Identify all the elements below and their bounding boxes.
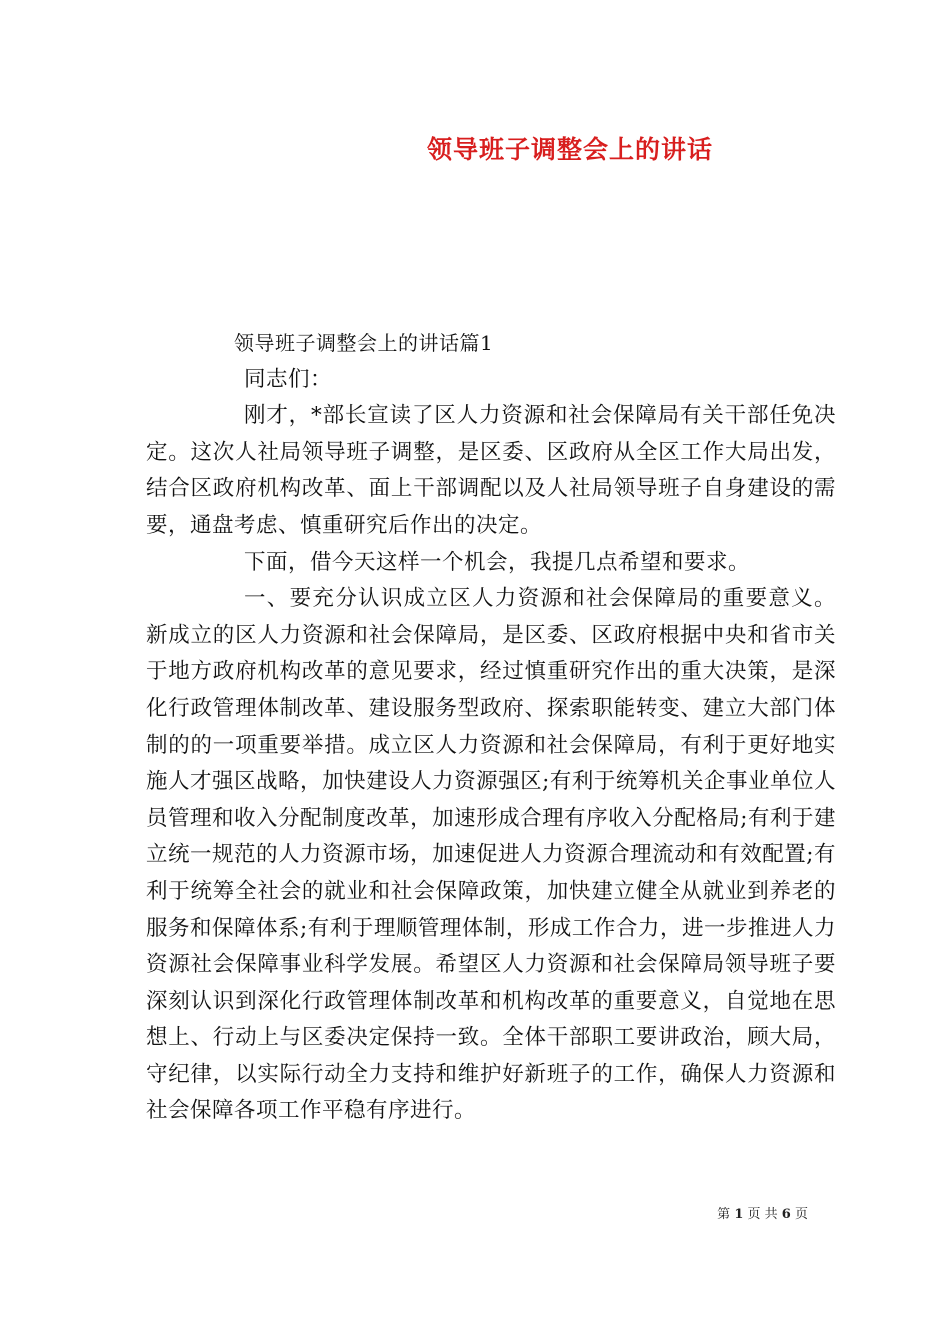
paragraph-3: 一、要充分认识成立区人力资源和社会保障局的重要意义。新成立的区人力资源和社会保障局，是区委、区政府根据中央和省市关于地方政府机构改革的意见要求，经过慎重研究作出的重大决策，是深化行政管理体制改革、建设服务型政府、探索职能转变、建立大部门体制的的一项重要举措。成立区人力资源和社会保障局，有利于更好地实施人才强区战略，加快建设人力资源强区;有利于统筹机关企事业单位人员管理和收入分配制度改革，加速形成合理有序收入分配格局;有利于建立统一规范的人力资源市场，加速促进人力资源合理流动和有效配置;有利于统筹全社会的就业和社会保障政策，加快建立健全从就业到养老的服务和保障体系;有利于理顺管理体制，形成工作合力，进一步推进人力资源社会保障事业科学发展。希望区人力资源和社会保障局领导班子要深刻认识到深化行政管理体制改革和机构改革的重要意义，自觉地在思想上、行动上与区委决定保持一致。全体干部职工要讲政治，顾大局，守纪律，以实际行动全力支持和维护好新班子的工作，确保人力资源和社会保障各项工作平稳有序进行。 xyxy=(146,586,836,1124)
paragraph-2: 下面，借今天这样一个机会，我提几点希望和要求。 xyxy=(244,549,751,575)
section-subtitle: 领导班子调整会上的讲话篇1 xyxy=(234,331,494,355)
document-title: 领导班子调整会上的讲话 xyxy=(426,135,713,164)
salutation: 同志们： xyxy=(244,366,333,392)
footer-current-page: 1 xyxy=(734,1207,744,1222)
paragraph-1: 刚才，*部长宣读了区人力资源和社会保障局有关干部任免决定。这次人社局领导班子调整，是区委、区政府从全区工作大局出发，结合区政府机构改革、面上干部调配以及人社局领导班子自身建设的需要，通盘考虑、慎重研究后作出的决定。 xyxy=(146,403,836,538)
page-footer xyxy=(717,1206,808,1224)
footer-total-pages: 6 xyxy=(781,1207,791,1222)
footer-middle: 页 共 xyxy=(747,1207,778,1222)
footer-prefix: 第 xyxy=(717,1207,731,1222)
document-body xyxy=(146,325,836,1130)
footer-suffix: 页 xyxy=(794,1207,808,1222)
